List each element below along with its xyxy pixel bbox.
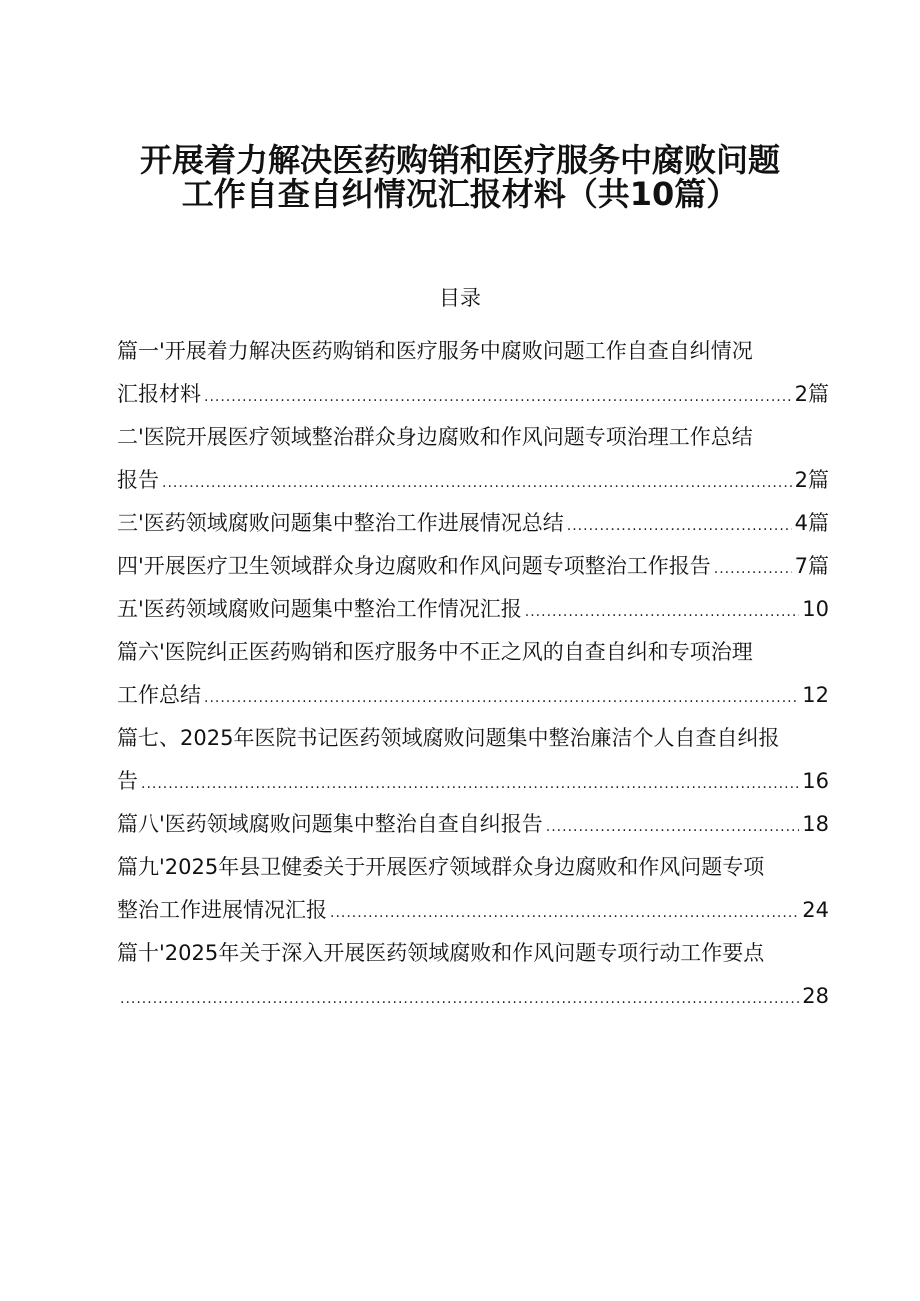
toc-page-number: 4篇 bbox=[794, 511, 829, 535]
toc-entry-text: 篇六'医院纠正医药购销和医疗服务中不正之风的自查自纠和专项治理 bbox=[117, 640, 753, 664]
toc-entry-6-continuation[interactable] bbox=[117, 674, 829, 717]
toc-entry-text: 报告 bbox=[117, 468, 159, 492]
toc-entry-2-title[interactable] bbox=[117, 416, 829, 459]
toc-entry-1-title[interactable] bbox=[117, 330, 829, 373]
toc-entry-9-title[interactable] bbox=[117, 846, 829, 889]
toc-page-number: 2篇 bbox=[794, 468, 829, 492]
toc-heading: 目录 bbox=[439, 286, 481, 310]
dot-leader bbox=[714, 548, 792, 588]
dot-leader bbox=[330, 892, 799, 932]
toc-entry-3[interactable] bbox=[117, 502, 829, 545]
dot-leader bbox=[525, 591, 799, 631]
toc-entry-text: 工作总结 bbox=[117, 683, 201, 707]
toc-page-number: 7篇 bbox=[794, 554, 829, 578]
toc-entry-text: 二'医院开展医疗领域整治群众身边腐败和作风问题专项治理工作总结 bbox=[117, 425, 753, 449]
toc-entry-text: 篇九'2025年县卫健委关于开展医疗领域群众身边腐败和作风问题专项 bbox=[117, 855, 765, 879]
toc-page-number: 16 bbox=[802, 769, 829, 793]
toc-entry-1-continuation[interactable] bbox=[117, 373, 829, 416]
toc-entry-4[interactable] bbox=[117, 545, 829, 588]
toc-entry-7-title[interactable] bbox=[117, 717, 829, 760]
toc-entry-8[interactable] bbox=[117, 803, 829, 846]
toc-entry-10-title[interactable] bbox=[117, 932, 829, 975]
toc-entry-10-continuation[interactable] bbox=[117, 975, 829, 1018]
toc-page-number: 24 bbox=[802, 898, 829, 922]
toc-page-number: 28 bbox=[802, 984, 829, 1008]
toc-entry-text: 篇七、2025年医院书记医药领域腐败问题集中整治廉洁个人自查自纠报 bbox=[117, 726, 780, 750]
toc-entry-7-continuation[interactable] bbox=[117, 760, 829, 803]
table-of-contents bbox=[117, 330, 829, 1018]
document-title-line-1: 开展着力解决医药购销和医疗服务中腐败问题 bbox=[139, 141, 780, 179]
dot-leader bbox=[546, 806, 799, 846]
toc-entry-text: 五'医药领域腐败问题集中整治工作情况汇报 bbox=[117, 597, 522, 621]
toc-page-number: 12 bbox=[802, 683, 829, 707]
toc-entry-text: 篇八'医药领域腐败问题集中整治自查自纠报告 bbox=[117, 812, 543, 836]
dot-leader bbox=[567, 505, 792, 545]
toc-entry-text: 汇报材料 bbox=[117, 382, 201, 406]
toc-page-number: 18 bbox=[802, 812, 829, 836]
toc-entry-2-continuation[interactable] bbox=[117, 459, 829, 502]
toc-entry-5[interactable] bbox=[117, 588, 829, 631]
toc-entry-9-continuation[interactable] bbox=[117, 889, 829, 932]
document-title-line-2: 工作自查自纠情况汇报材料（共10篇） bbox=[181, 175, 739, 213]
toc-entry-text: 三'医药领域腐败问题集中整治工作进展情况总结 bbox=[117, 511, 564, 535]
dot-leader bbox=[141, 763, 799, 803]
toc-entry-text: 篇十'2025年关于深入开展医药领域腐败和作风问题专项行动工作要点 bbox=[117, 941, 765, 965]
dot-leader bbox=[204, 677, 799, 717]
dot-leader bbox=[204, 376, 792, 416]
toc-entry-text: 篇一'开展着力解决医药购销和医疗服务中腐败问题工作自查自纠情况 bbox=[117, 339, 753, 363]
toc-entry-text: 四'开展医疗卫生领域群众身边腐败和作风问题专项整治工作报告 bbox=[117, 554, 711, 578]
toc-entry-text: 告 bbox=[117, 769, 138, 793]
toc-page-number: 10 bbox=[802, 597, 829, 621]
toc-page-number: 2篇 bbox=[794, 382, 829, 406]
toc-entry-6-title[interactable] bbox=[117, 631, 829, 674]
dot-leader bbox=[162, 462, 792, 502]
toc-entry-text: 整治工作进展情况汇报 bbox=[117, 898, 327, 922]
dot-leader bbox=[120, 978, 799, 1018]
